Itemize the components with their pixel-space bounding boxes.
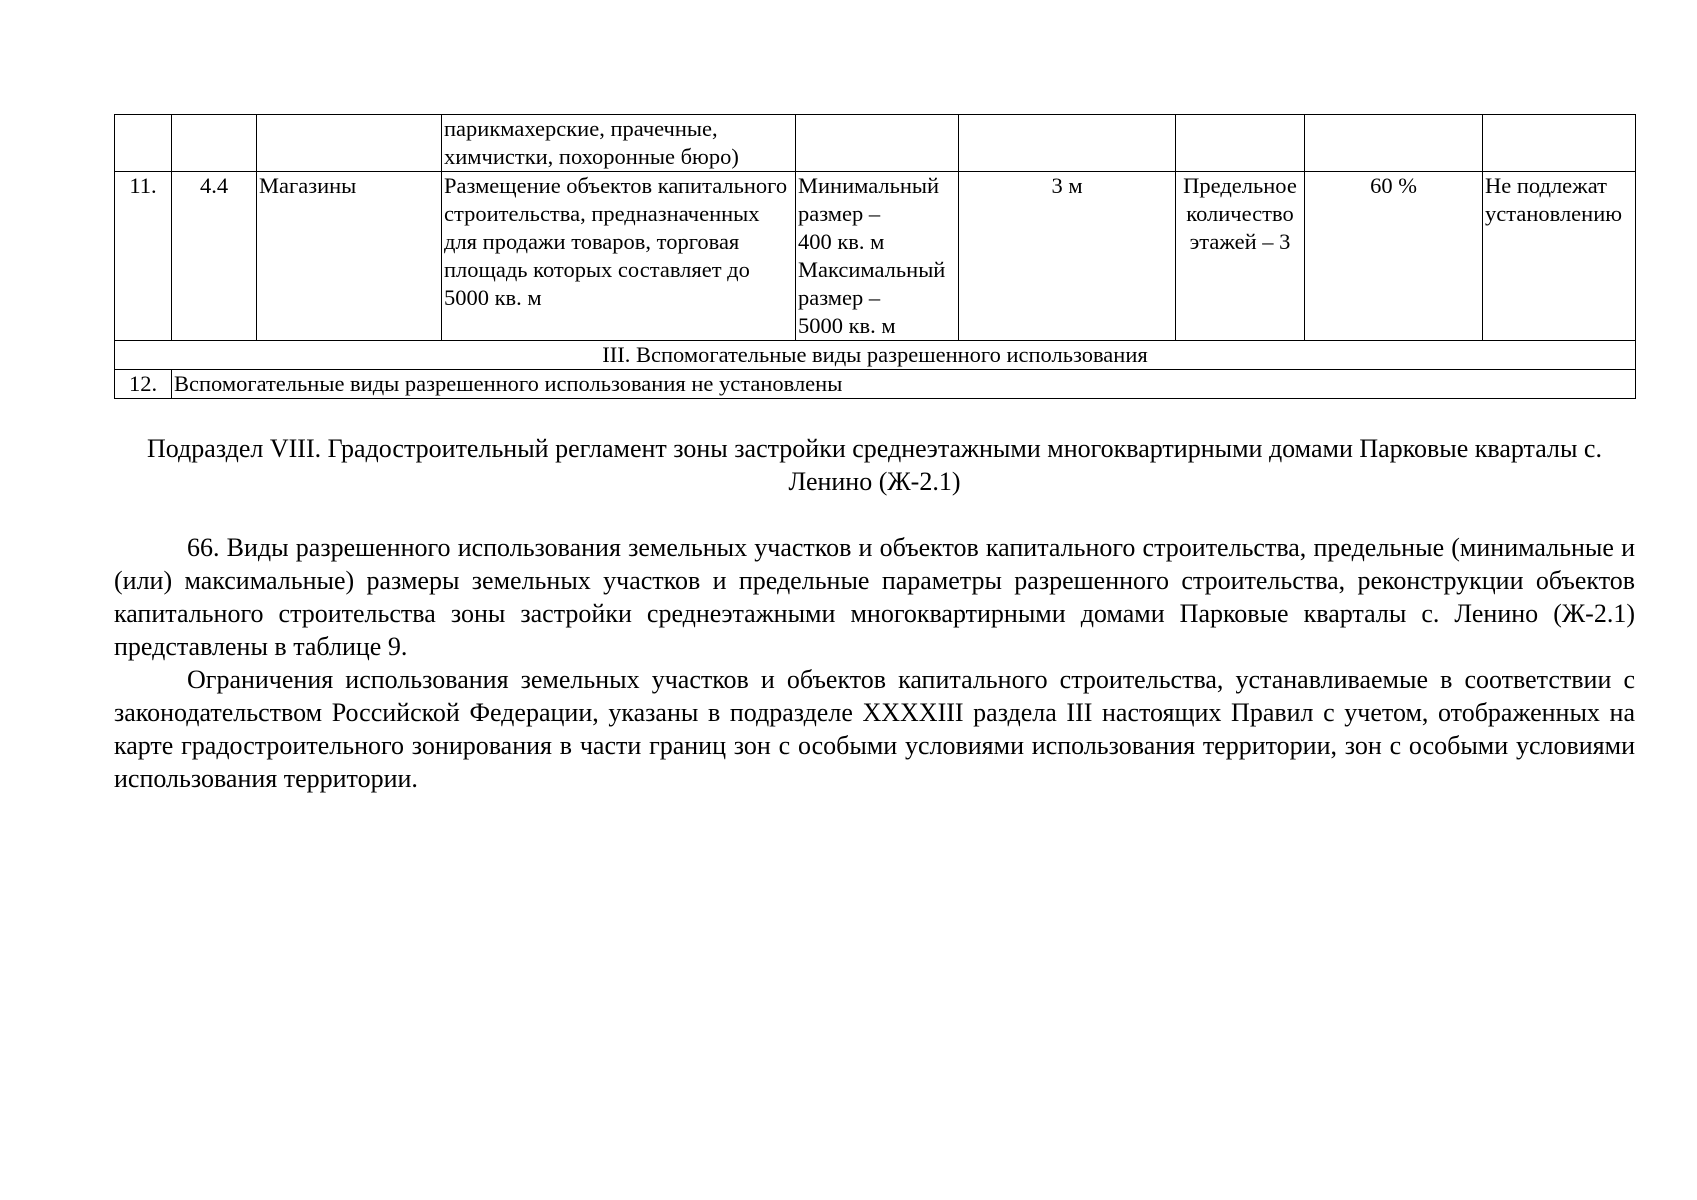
cell-description: парикмахерские, прачечные, химчистки, похоронные бюро) [442, 115, 796, 172]
cell-num: 11. [115, 172, 172, 341]
cell-plot-size [796, 115, 959, 172]
cell-num [115, 115, 172, 172]
paragraph-66: 66. Виды разрешенного использования земельных участков и объектов капитального строительства, предельные (минимальные и (или) максимальные) размеры земельных участков и предельные параметры разрешенного строительства, реконструкции объектов капитального строительства зоны застройки среднеэтажными многоквартирными домами Парковые кварталы с. Ленино (Ж-2.1) представлены в таблице 9. [114, 533, 1635, 661]
section-header-cell: III. Вспомогательные виды разрешенного использования [115, 341, 1636, 370]
regulation-table [114, 114, 1636, 399]
plot-size-line: 5000 кв. м [798, 313, 896, 338]
cell-num: 12. [115, 370, 172, 399]
plot-size-line: размер – [798, 201, 881, 226]
cell-setback [959, 115, 1176, 172]
plot-size-line: Минимальный [798, 173, 940, 198]
table-row-11 [115, 172, 1636, 341]
cell-other [1483, 115, 1636, 172]
cell-floors: Предельное количество этажей – 3 [1176, 172, 1305, 341]
cell-floors [1176, 115, 1305, 172]
cell-description: Размещение объектов капитального строительства, предназначенных для продажи товаров, торговая площадь которых составляет до 5000 кв. м [442, 172, 796, 341]
cell-coverage [1305, 115, 1483, 172]
cell-merged-text: Вспомогательные виды разрешенного использования не установлены [172, 370, 1636, 399]
plot-size-line: Максимальный [798, 257, 946, 282]
cell-setback: 3 м [959, 172, 1176, 341]
cell-coverage: 60 % [1305, 172, 1483, 341]
plot-size-line: размер – [798, 285, 881, 310]
cell-name [257, 115, 442, 172]
plot-size-line: 400 кв. м [798, 229, 885, 254]
cell-name: Магазины [257, 172, 442, 341]
table-section-header-row [115, 341, 1636, 370]
cell-code [172, 115, 257, 172]
cell-plot-size [796, 172, 959, 341]
table-row-12 [115, 370, 1636, 399]
paragraph-restrictions: Ограничения использования земельных участков и объектов капитального строительства, устанавливаемые в соответствии с законодательством Российской Федерации, указаны в подразделе XXXXIII раздела III настоящих Правил с учетом, отображенных на карте градостроительного зонирования в части границ зон с особыми условиями использования территории, зон с особыми условиями использования территории. [114, 665, 1635, 793]
subsection-heading: Подраздел VIII. Градостроительный регламент зоны застройки среднеэтажными многоквартирными домами Парковые кварталы с. Ленино (Ж-2.1) [147, 434, 1602, 496]
cell-other: Не подлежат установлению [1483, 172, 1636, 341]
table-row-continuation [115, 115, 1636, 172]
cell-code: 4.4 [172, 172, 257, 341]
